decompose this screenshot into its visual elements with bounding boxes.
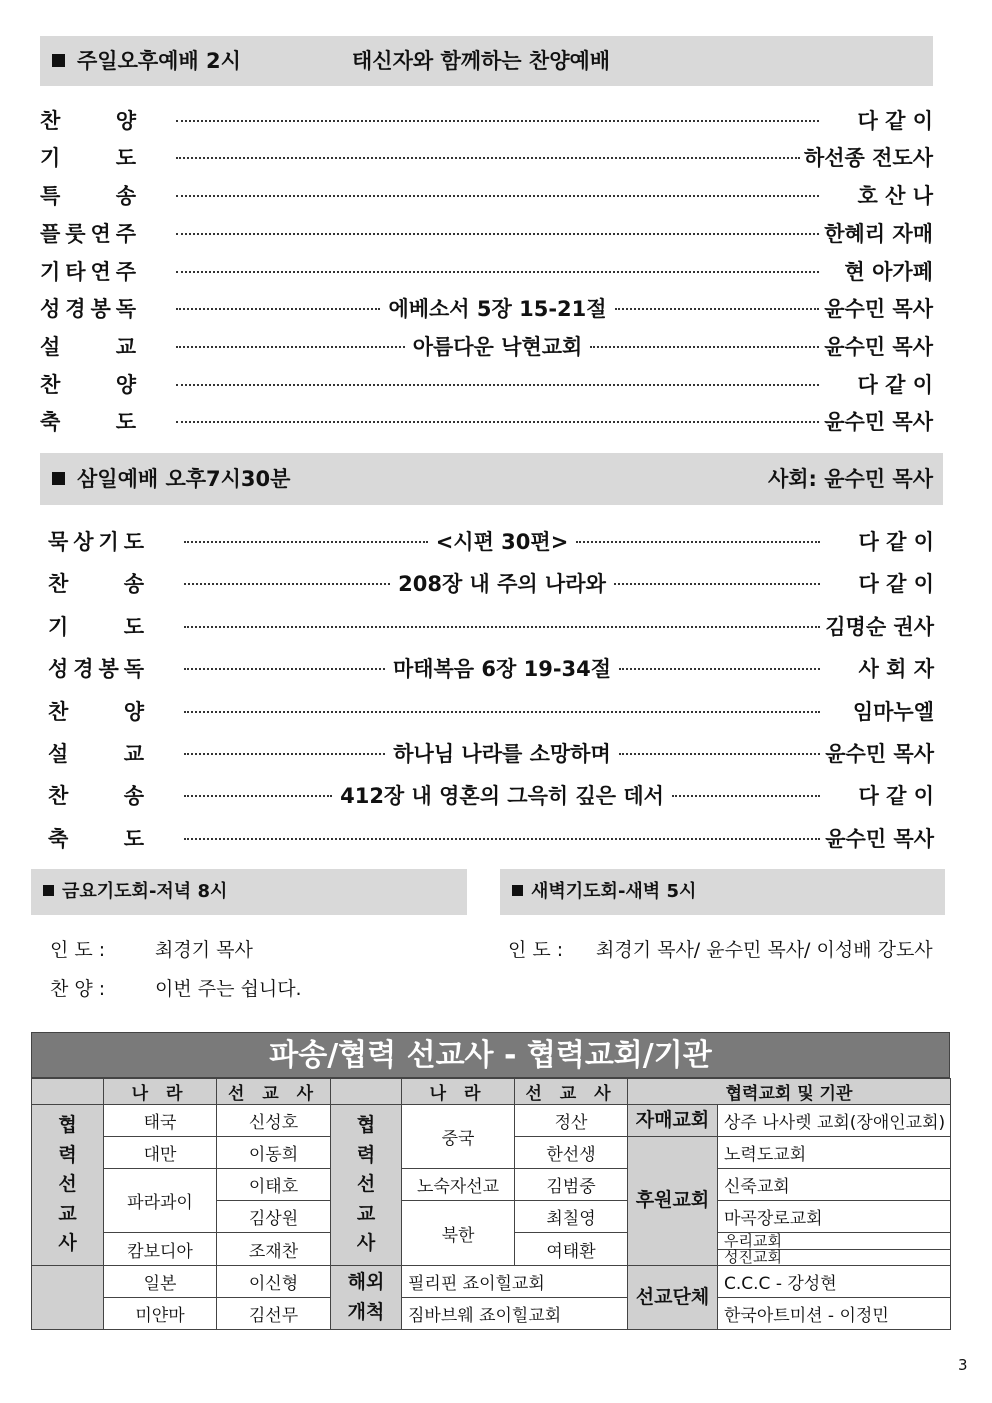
program-content: 하나님 나라를 소망하며	[393, 742, 611, 766]
church-cell: 성진교회	[724, 1248, 782, 1266]
church-cell: 상주 나사렛 교회(장애인교회)	[718, 1105, 951, 1137]
program-row	[40, 180, 933, 210]
leader-dots	[176, 271, 819, 273]
leader-dots	[615, 308, 819, 310]
dawn-lead	[508, 935, 938, 962]
country-cell: 캄보디아	[104, 1233, 217, 1266]
program-content: 208장 내 주의 나라와	[398, 572, 606, 596]
program-label: 축 도	[48, 827, 144, 851]
missionary-cell: 김범중	[515, 1169, 628, 1201]
group-label-coop: 협 력 선 교 사	[331, 1105, 402, 1266]
missionary-cell: 조재찬	[217, 1233, 331, 1266]
table-row	[32, 1266, 951, 1298]
program-body	[176, 331, 819, 361]
program-body	[184, 653, 820, 683]
program-person: 윤수민 목사	[824, 410, 933, 434]
church-cell: 노력도교회	[718, 1137, 951, 1169]
program-row	[48, 653, 934, 683]
section-title: 새벽기도회-새벽 5시	[531, 881, 697, 902]
leader-dots	[176, 195, 819, 197]
friday-praise	[50, 974, 302, 1001]
section-title: 금요기도회-저녁 8시	[62, 881, 228, 902]
leader-dots	[184, 668, 385, 670]
group-label-org: 선교단체	[628, 1266, 718, 1330]
missionary-cell: 김선무	[217, 1298, 331, 1330]
section-header-wednesday	[40, 453, 943, 505]
program-body	[176, 419, 819, 423]
program-label: 플 룻 연 주	[40, 222, 136, 246]
praise-label: 찬 양 :	[50, 978, 106, 1000]
program-label: 기 도	[48, 615, 144, 639]
program-content: 412장 내 영혼의 그윽히 깊은 데서	[340, 784, 664, 808]
program-person: 현 아가페	[844, 260, 933, 284]
program-person: 다 같 이	[858, 784, 934, 808]
leader-dots	[619, 668, 820, 670]
leader-dots	[184, 583, 390, 585]
square-bullet-icon	[512, 885, 523, 896]
missionary-cell: 이태호	[217, 1169, 331, 1201]
program-content: 에베소서 5장 15-21절	[388, 297, 607, 321]
overseas-cell: 짐바브웨 죠이힐교회	[402, 1298, 628, 1330]
program-label: 기 도	[40, 146, 136, 170]
missionary-cell: 한선생	[515, 1137, 628, 1169]
leader-dots	[176, 308, 380, 310]
country-cell: 미얀마	[104, 1298, 217, 1330]
country-cell: 노숙자선교	[402, 1169, 515, 1201]
program-row	[40, 142, 933, 172]
program-row	[48, 696, 934, 726]
org-cell: 한국아트미션 - 이정민	[718, 1298, 951, 1330]
program-body	[176, 269, 819, 273]
program-person: 하선종 전도사	[803, 146, 933, 170]
program-label: 축 도	[40, 410, 136, 434]
country-cell: 대만	[104, 1137, 217, 1169]
program-content: <시편 30편>	[435, 530, 569, 554]
lead-value: 최경기 목사	[155, 939, 253, 961]
section-title: 주일오후예배 2시	[77, 49, 241, 73]
group-label-support: 후원교회	[628, 1137, 718, 1266]
header-missionary: 선 교 사	[515, 1079, 628, 1105]
missionary-cell: 신성호	[217, 1105, 331, 1137]
table-row	[32, 1298, 951, 1330]
leader-dots	[176, 157, 800, 159]
program-body	[184, 780, 820, 810]
leader-dots	[614, 583, 820, 585]
program-row	[48, 526, 934, 556]
country-cell: 중국	[402, 1105, 515, 1169]
missionary-cell: 이동희	[217, 1137, 331, 1169]
program-row	[40, 369, 933, 399]
program-person: 다 같 이	[857, 109, 933, 133]
praise-value: 이번 주는 쉽니다.	[155, 978, 302, 1000]
square-bullet-icon	[52, 54, 65, 67]
table-row	[32, 1105, 951, 1137]
program-row	[48, 611, 934, 641]
program-body	[176, 193, 819, 197]
overseas-cell: 필리핀 죠이힐교회	[402, 1266, 628, 1298]
program-body	[176, 293, 819, 323]
header-missionary: 선 교 사	[217, 1079, 331, 1105]
program-row	[40, 256, 933, 286]
leader-dots	[184, 626, 820, 628]
section-title: 삼일예배 오후7시30분	[77, 467, 291, 491]
program-body	[184, 568, 820, 598]
section-header-dawn	[500, 869, 945, 915]
leader-dots	[176, 233, 819, 235]
program-body	[176, 231, 819, 235]
program-row	[48, 823, 934, 853]
leader-dots	[619, 753, 820, 755]
leader-dots	[184, 753, 385, 755]
program-person: 다 같 이	[857, 373, 933, 397]
header-churches: 협력교회 및 기관	[628, 1079, 951, 1105]
section-header-sunday	[40, 36, 933, 86]
lead-label: 인 도 :	[50, 939, 106, 961]
leader-dots	[184, 711, 820, 713]
country-cell: 태국	[104, 1105, 217, 1137]
program-body	[184, 526, 820, 556]
leader-dots	[176, 346, 405, 348]
section-subtitle: 태신자와 함께하는 찬양예배	[352, 49, 611, 73]
missionary-cell: 이신형	[217, 1266, 331, 1298]
program-label: 특 송	[40, 184, 136, 208]
header-country: 나 라	[402, 1079, 515, 1105]
missionary-cell: 정산	[515, 1105, 628, 1137]
program-person: 김명순 권사	[825, 615, 934, 639]
table-header	[32, 1079, 951, 1105]
leader-dots	[672, 795, 820, 797]
leader-dots	[176, 384, 819, 386]
missionary-cell: 김상원	[217, 1201, 331, 1233]
church-cell	[718, 1233, 951, 1266]
program-person: 다 같 이	[858, 572, 934, 596]
leader-dots	[590, 346, 819, 348]
table-row	[32, 1169, 951, 1201]
leader-dots	[184, 541, 428, 543]
group-label-missionary: 협 력 선 교 사	[32, 1105, 104, 1266]
country-cell: 일본	[104, 1266, 217, 1298]
program-row	[48, 568, 934, 598]
program-label: 찬 양	[40, 109, 136, 133]
square-bullet-icon	[43, 885, 54, 896]
section-header-friday	[31, 869, 467, 915]
program-person: 윤수민 목사	[825, 827, 934, 851]
leader-dots	[184, 795, 332, 797]
program-body	[176, 155, 800, 159]
section-leader: 사회: 윤수민 목사	[767, 467, 933, 491]
square-bullet-icon	[52, 472, 65, 485]
leader-dots	[576, 541, 820, 543]
program-body	[184, 624, 820, 628]
church-cell: 우리교회	[718, 1233, 950, 1250]
program-person: 임마누엘	[852, 700, 934, 724]
program-row	[40, 293, 933, 323]
program-person: 사 회 자	[858, 657, 934, 681]
program-row	[48, 780, 934, 810]
leader-dots	[176, 120, 819, 122]
program-label: 성 경 봉 독	[48, 657, 144, 681]
lead-label: 인 도 :	[508, 939, 564, 961]
program-body	[184, 738, 820, 768]
org-cell: C.C.C - 강성현	[718, 1266, 951, 1298]
missions-table	[31, 1078, 951, 1330]
leader-dots	[176, 421, 819, 423]
program-body	[184, 709, 820, 713]
program-content: 마태복음 6장 19-34절	[392, 657, 612, 681]
program-label: 설 교	[48, 742, 144, 766]
program-content: 아름다운 낙현교회	[412, 335, 583, 359]
group-label-sister: 자매교회	[628, 1105, 718, 1137]
page-number: 3	[958, 1356, 968, 1374]
program-label: 찬 송	[48, 784, 144, 808]
program-label: 찬 송	[48, 572, 144, 596]
church-cell: 마곡장로교회	[718, 1201, 951, 1233]
country-cell: 파라과이	[104, 1169, 217, 1233]
missionary-cell: 여태환	[515, 1233, 628, 1266]
program-label: 찬 양	[48, 700, 144, 724]
leader-dots	[184, 838, 820, 840]
program-body	[184, 836, 820, 840]
group-label-overseas: 해외 개척	[331, 1266, 402, 1330]
friday-lead	[50, 935, 253, 962]
program-row	[40, 406, 933, 436]
program-person: 다 같 이	[858, 530, 934, 554]
lead-value: 최경기 목사/ 윤수민 목사/ 이성배 강도사	[596, 939, 933, 961]
program-person: 윤수민 목사	[824, 335, 933, 359]
missions-title: 파송/협력 선교사 - 협력교회/기관	[31, 1032, 950, 1078]
program-row	[48, 738, 934, 768]
program-label: 찬 양	[40, 373, 136, 397]
program-person: 한혜리 자매	[824, 222, 933, 246]
program-row	[40, 105, 933, 135]
church-cell: 신죽교회	[718, 1169, 951, 1201]
country-cell: 북한	[402, 1201, 515, 1266]
program-row	[40, 331, 933, 361]
program-label: 성 경 봉 독	[40, 297, 136, 321]
program-body	[176, 382, 819, 386]
program-person: 호 산 나	[857, 184, 933, 208]
program-person: 윤수민 목사	[825, 742, 934, 766]
program-label: 묵 상 기 도	[48, 530, 144, 554]
program-label: 설 교	[40, 335, 136, 359]
program-row	[40, 218, 933, 248]
group-label-missionary-cont	[32, 1266, 104, 1330]
program-body	[176, 118, 819, 122]
missionary-cell: 최칠영	[515, 1201, 628, 1233]
header-country: 나 라	[104, 1079, 217, 1105]
program-label: 기 타 연 주	[40, 260, 136, 284]
program-person: 윤수민 목사	[824, 297, 933, 321]
